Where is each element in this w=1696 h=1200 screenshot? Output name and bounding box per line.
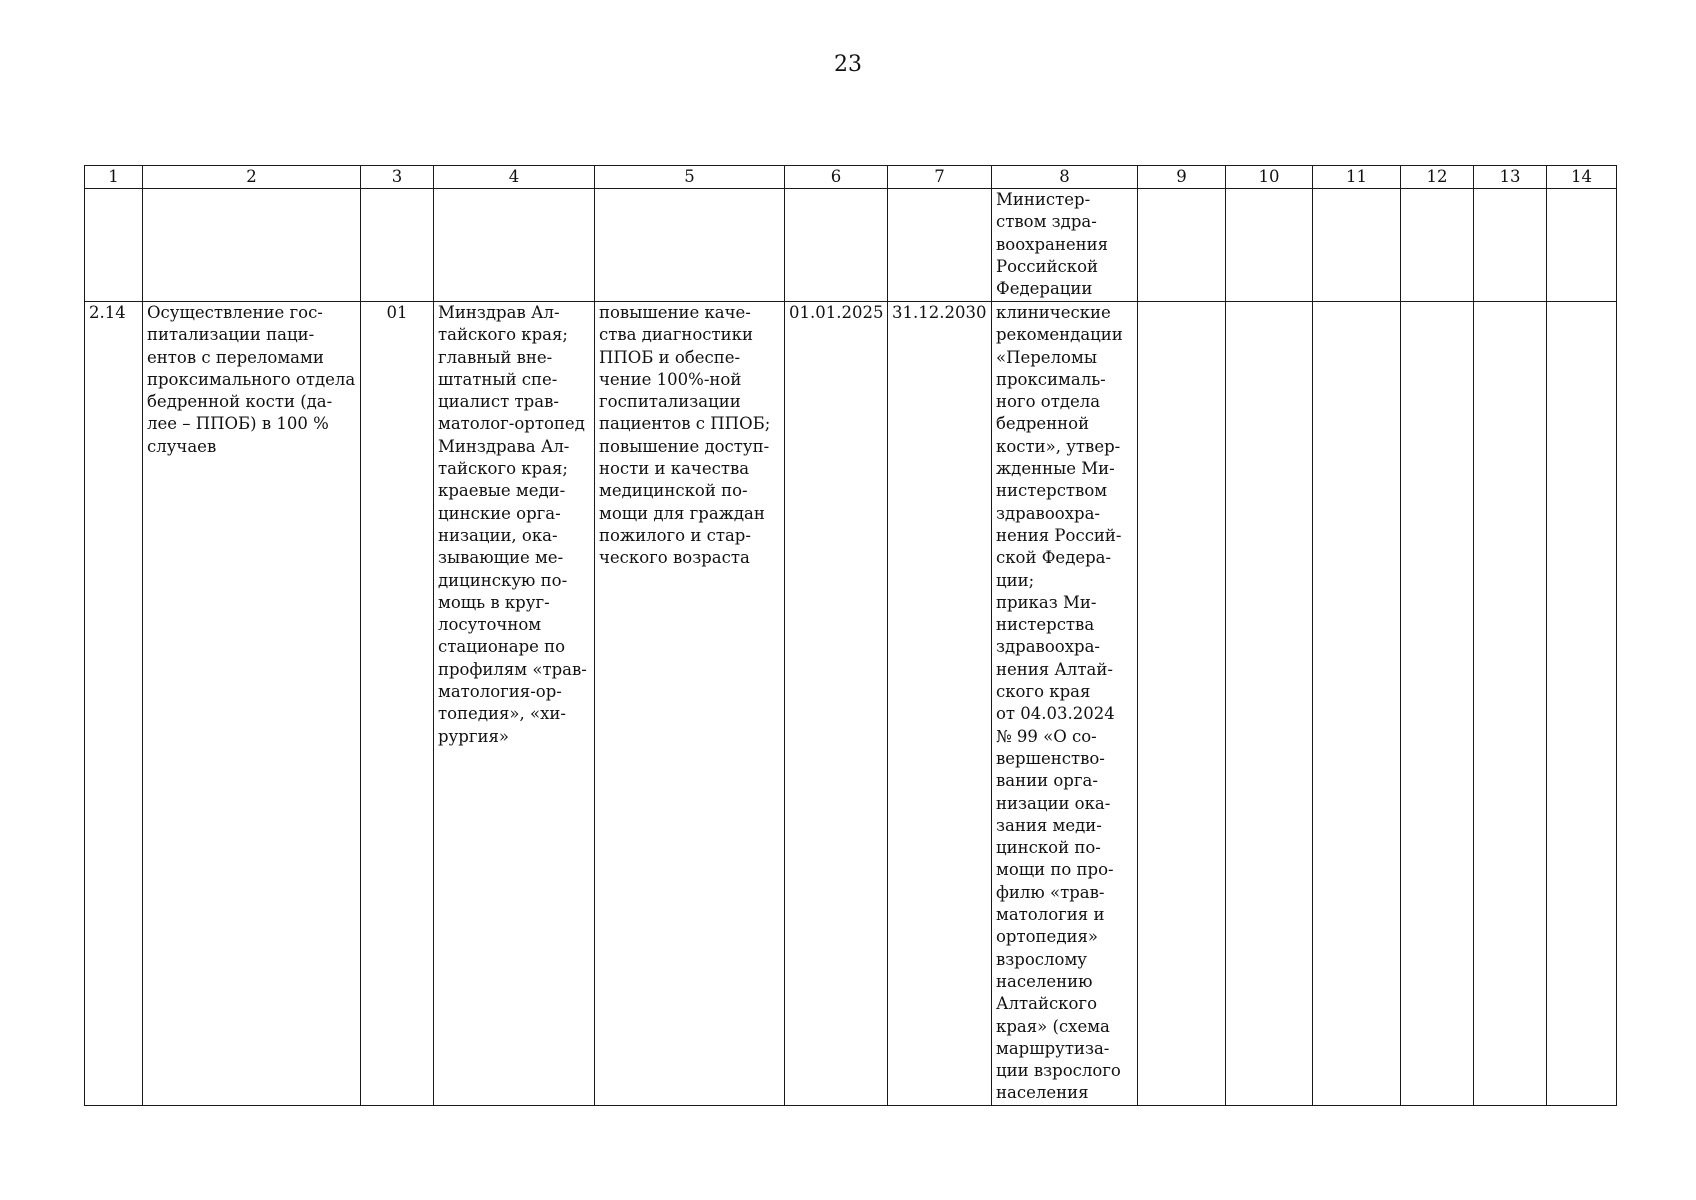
empty-cell — [1313, 189, 1401, 302]
table-row-2-14 — [85, 302, 1617, 1106]
empty-cell — [143, 189, 361, 302]
empty-cell — [1226, 302, 1313, 1106]
code-cell: 01 — [361, 302, 434, 1106]
column-header-13: 13 — [1474, 166, 1547, 189]
expected-result-cell: повышение каче- ства диагностики ППОБ и обеспе- чение 100%-ной госпитализации пациентов с ППОБ; повышение доступ- ности и качества медицинской по- мощи для граждан пожилого и стар- ческого возраста — [595, 302, 785, 1106]
column-header-11: 11 — [1313, 166, 1401, 189]
empty-cell — [1138, 302, 1226, 1106]
end-date-cell: 31.12.2030 — [888, 302, 992, 1106]
column-header-12: 12 — [1401, 166, 1474, 189]
measure-name-cell: Осуществление гос- питализации паци- ентов с переломами проксимального отдела бедренной кости (да- лее – ППОБ) в 100 % случаев — [143, 302, 361, 1106]
column-header-2: 2 — [143, 166, 361, 189]
column-header-1: 1 — [85, 166, 143, 189]
column-header-8: 8 — [992, 166, 1138, 189]
table-row-continuation — [85, 189, 1617, 302]
column-header-4: 4 — [434, 166, 595, 189]
column-header-10: 10 — [1226, 166, 1313, 189]
empty-cell — [1401, 302, 1474, 1106]
column-number-row — [85, 166, 1617, 189]
column-header-7: 7 — [888, 166, 992, 189]
basis-document-cell: клинические рекомендации «Переломы проксималь- ного отдела бедренной кости», утвер- жденные Ми- нистерством здравоохра- нения Россий- ской Федера- ции; приказ Ми- нистерства здравоохра- нения Алтай- ского края от 04.03.2024 № 99 «О со- вершенство- вании орга- низации ока- зания меди- цинской по- мощи по про- филю «трав- матология и ортопедия» взрослому населению Алтайского края» (схема маршрутиза- ции взрослого населения — [992, 302, 1138, 1106]
empty-cell — [1547, 302, 1617, 1106]
empty-cell — [361, 189, 434, 302]
empty-cell — [1226, 189, 1313, 302]
start-date-cell: 01.01.2025 — [785, 302, 888, 1106]
basis-document-cell: Министер- ством здра- воохранения Российской Федерации — [992, 189, 1138, 302]
empty-cell — [1474, 302, 1547, 1106]
empty-cell — [888, 189, 992, 302]
column-header-9: 9 — [1138, 166, 1226, 189]
empty-cell — [1401, 189, 1474, 302]
responsible-cell: Минздрав Ал- тайского края; главный вне- штатный спе- циалист трав- матолог-ортопед Минздрава Ал- тайского края; краевые меди- цинские орга- низации, ока- зывающие ме- дицинскую по- мощь в круг- лосуточном стационаре по профилям «трав- матология-ор- топедия», «хи- рургия» — [434, 302, 595, 1106]
empty-cell — [85, 189, 143, 302]
column-header-5: 5 — [595, 166, 785, 189]
measures-table — [84, 165, 1617, 1106]
empty-cell — [1138, 189, 1226, 302]
column-header-6: 6 — [785, 166, 888, 189]
column-header-3: 3 — [361, 166, 434, 189]
empty-cell — [1474, 189, 1547, 302]
empty-cell — [595, 189, 785, 302]
empty-cell — [434, 189, 595, 302]
item-number-cell: 2.14 — [85, 302, 143, 1106]
empty-cell — [1547, 189, 1617, 302]
page-number: 23 — [834, 52, 862, 77]
empty-cell — [1313, 302, 1401, 1106]
empty-cell — [785, 189, 888, 302]
column-header-14: 14 — [1547, 166, 1617, 189]
